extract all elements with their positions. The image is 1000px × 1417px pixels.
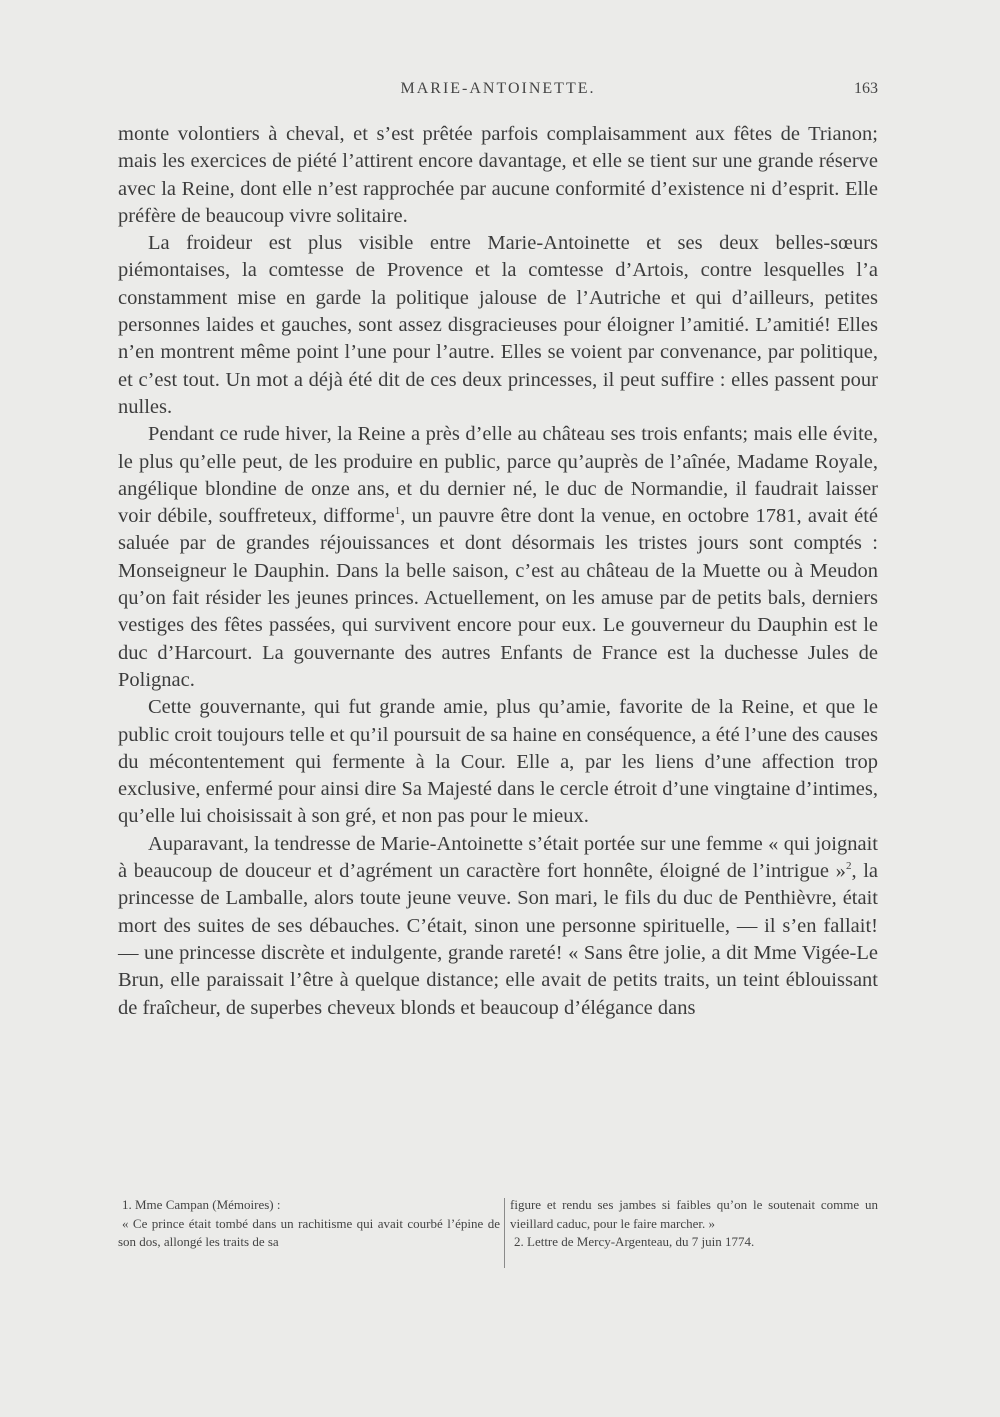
paragraph-5: [118, 831, 878, 1022]
running-title: MARIE-ANTOINETTE.: [400, 80, 596, 97]
footnote-ref-2: 2: [845, 860, 852, 873]
page-number: 163: [854, 80, 878, 97]
footnotes-right-column: [510, 1196, 878, 1252]
footnote-ref-1: 1: [394, 505, 401, 518]
footnotes-left-column: [118, 1196, 500, 1252]
paragraph-3-part-a: Pendant ce rude hiver, la Reine a près d’elle au château ses trois enfants; mais elle évite, le plus qu’elle peut, de les produire en public, parce qu’auprès de l’aînée, Madame Royale, angélique blondine de onze ans, et du dernier né, le duc de Normandie, il faudrait laisser voir débile, souffreteux, difforme: [118, 423, 878, 528]
page-header: [118, 80, 878, 104]
paragraph-3-part-b: , un pauvre être dont la venue, en octobre 1781, avait été saluée par de grandes réjouissances et dont désormais les tristes jours sont comptés : Monseigneur le Dauphin. Dans la belle saison, c’est au château de la Muette ou à Meudon qu’on fait résider les jeunes princes. Actuellement, on les amuse par de petits bals, derniers vestiges des fêtes passées, qui survivent encore pour eux. Le gouverneur du Dauphin est le duc d’Harcourt. La gouvernante des autres Enfants de France est la duchesse Jules de Polignac.: [118, 505, 878, 691]
paragraph-1: monte volontiers à cheval, et s’est prêtée parfois complaisamment aux fêtes de Trianon; mais les exercices de piété l’attirent encore davantage, et elle se tient sur une grande réserve avec la Reine, dont elle n’est rapprochée par aucune conformité d’existence ni d’esprit. Elle préfère de beaucoup vivre solitaire.: [118, 123, 878, 227]
footnote-1-text-left: « Ce prince était tombé dans un rachitisme qui avait courbé l’épine de son dos, allongé les traits de sa: [118, 1215, 500, 1249]
footnote-column-divider: [504, 1198, 505, 1268]
footnote-2: 2. Lettre de Mercy-Argenteau, du 7 juin 1774.: [514, 1234, 755, 1249]
paragraph-2: La froideur est plus visible entre Marie-Antoinette et ses deux belles-sœurs piémontaises, la comtesse de Provence et la comtesse d’Artois, contre lesquelles l’a constamment mise en garde la politique jalouse de l’Autriche et qui d’ailleurs, petites personnes laides et gauches, sont assez disgracieuses pour éloigner l’amitié. L’amitié! Elles n’en montrent même point l’une pour l’autre. Elles se voient par convenance, par politique, et c’est tout. Un mot a déjà été dit de ces deux princesses, il peut suffire : elles passent pour nulles.: [118, 232, 878, 418]
footnote-1-title: 1. Mme Campan (Mémoires) :: [122, 1197, 281, 1212]
paragraph-4: Cette gouvernante, qui fut grande amie, plus qu’amie, favorite de la Reine, et que le public croit toujours telle et qu’il poursuit de sa haine en conséquence, a été l’une des causes du mécontentement qui fermente à la Cour. Elle a, par les liens d’une affection trop exclusive, enfermé pour ainsi dire Sa Majesté dans le cercle étroit d’une vingtaine d’intimes, qu’elle lui choisissait à son gré, et non pas pour le mieux.: [118, 696, 878, 828]
paragraph-5-part-a: Auparavant, la tendresse de Marie-Antoinette s’était portée sur une femme « qui joignait à beaucoup de douceur et d’agrément un caractère fort honnête, éloigné de l’intrigue »: [118, 832, 878, 883]
body-text: [118, 121, 878, 1022]
footnote-1-text-right: figure et rendu ses jambes si faibles qu’on le soutenait comme un vieillard caduc, pour le faire marcher. »: [510, 1197, 878, 1231]
paragraph-5-part-b: , la princesse de Lamballe, alors toute jeune veuve. Son mari, le fils du duc de Penthièvre, était mort des suites de ses débauches. C’était, sinon une personne spirituelle, — il s’en fallait! — une princesse discrète et indulgente, grande rareté! « Sans être jolie, a dit Mme Vigée-Le Brun, elle paraissait l’être à quelque distance; elle avait de petits traits, un teint éblouissant de fraîcheur, de superbes cheveux blonds et beaucoup d’élégance dans: [118, 860, 879, 1019]
paragraph-3: [118, 421, 878, 694]
